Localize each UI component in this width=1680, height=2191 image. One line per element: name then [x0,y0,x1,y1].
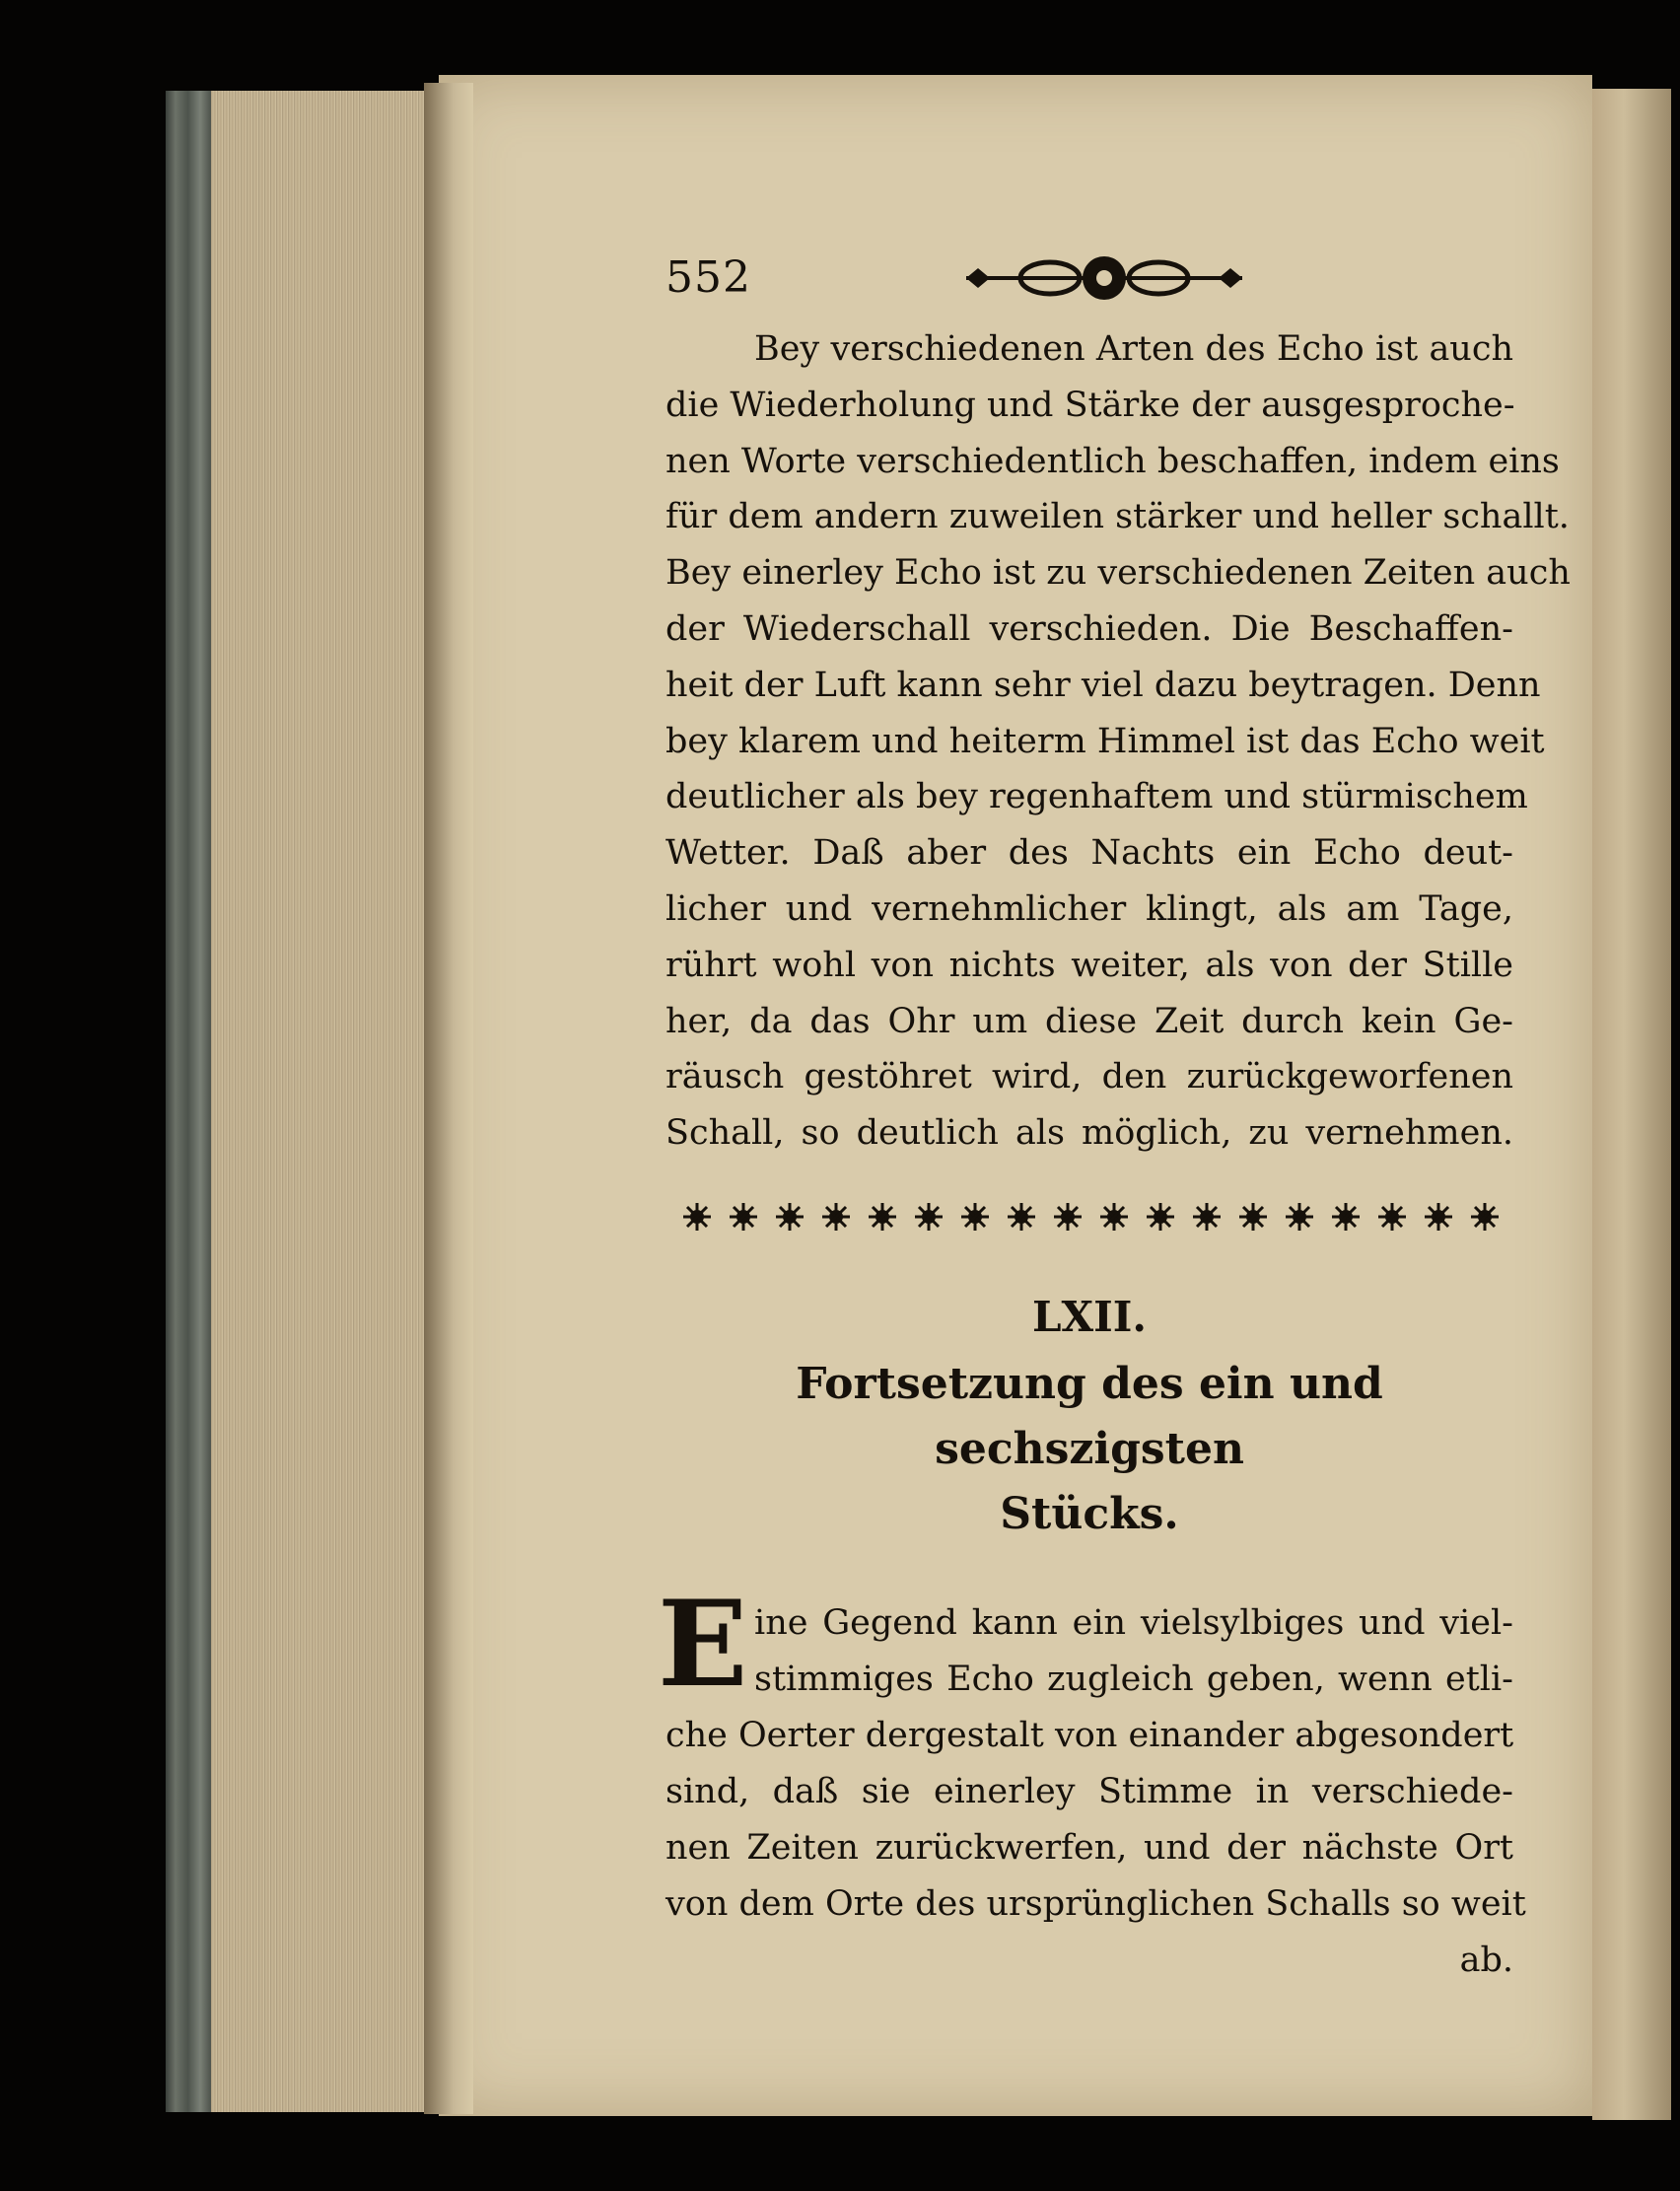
page-edges [211,91,438,2112]
section-number: LXII. [1031,1293,1148,1341]
divider-star [1147,1203,1174,1231]
divider-star [1286,1203,1313,1231]
section-title [665,1352,1513,1547]
paragraph-2 [658,1575,1526,1989]
text-line: von dem Orte des ursprünglichen Schalls so weit [665,1884,1526,1924]
divider-star [730,1203,757,1231]
divider-star [776,1203,804,1231]
text-line: nen Worte verschiedentlich beschaffen, indem eins [665,441,1560,481]
ornamental-divider [675,1199,1513,1235]
text-line: sind, daß sie einerley Stimme in verschiede- [665,1772,1513,1811]
book-page [439,75,1592,2116]
text-line: die Wiederholung und Stärke der ausgesproche- [665,385,1515,425]
text-line: Wetter. Daß aber des Nachts ein Echo deut- [665,833,1513,874]
text-line: rührt wohl von nichts weiter, als von der Stille [665,945,1513,985]
text-line: bey klarem und heiterm Himmel ist das Echo weit [665,721,1545,761]
divider-star [1425,1203,1452,1231]
text-line: der Wiederschall verschieden. Die Beschaffen- [665,608,1513,649]
text-line: che Oerter dergestalt von einander abgesondert [665,1716,1514,1755]
text-line: Bey verschiedenen Arten des Echo ist auch [754,329,1513,369]
text-line: räusch gestöhret wird, den zurückgeworfenen [665,1057,1513,1097]
text-line: Bey einerley Echo ist zu verschiedenen Zeiten auch [665,553,1571,594]
text-line: deutlicher als bey regenhaftem und stürmischem [665,777,1528,817]
divider-star [1193,1203,1221,1231]
text-line: Schall, so deutlich als möglich, zu vernehmen. [665,1113,1513,1154]
page-number: 552 [665,252,751,303]
divider-star [1100,1203,1128,1231]
text-line: heit der Luft kann sehr viel dazu beytragen. Denn [665,665,1541,705]
divider-star [961,1203,989,1231]
divider-star [822,1203,850,1231]
header-ornament [961,250,1247,306]
divider-star [1008,1203,1035,1231]
paragraph-1 [665,321,1571,1162]
divider-star [1054,1203,1082,1231]
section-title-line: Fortsetzung des ein und sechszigsten [796,1359,1383,1474]
page-gutter [424,83,473,2114]
divider-star [1378,1203,1406,1231]
divider-star [915,1203,943,1231]
divider-star [869,1203,896,1231]
text-line: ine Gegend kann ein vielsylbiges und viel- [754,1603,1513,1643]
divider-star [1471,1203,1499,1231]
text-line: her, da das Ohr um diese Zeit durch kein Ge- [665,1001,1513,1041]
divider-star [683,1203,711,1231]
divider-star [1239,1203,1267,1231]
text-line: für dem andern zuweilen stärker und heller schallt. [665,497,1570,537]
book-spine [166,91,215,2112]
text-line: nen Zeiten zurückwerfen, und der nächste Ort [665,1828,1513,1868]
drop-cap: E [658,1575,748,1714]
text-line: ab. [1459,1941,1513,1980]
next-page-edge [1592,89,1671,2120]
text-line: stimmiges Echo zugleich geben, wenn etli- [754,1660,1513,1699]
text-line: licher und vernehmlicher klingt, als am Tage, [665,888,1513,929]
divider-star [1332,1203,1360,1231]
section-title-line: Stücks. [1000,1489,1179,1539]
